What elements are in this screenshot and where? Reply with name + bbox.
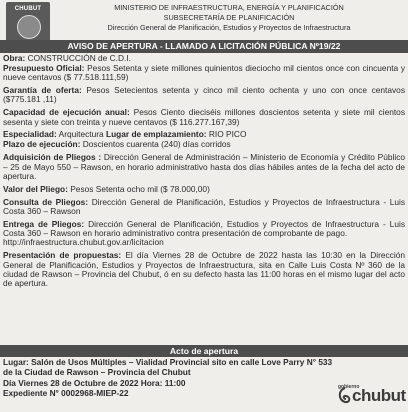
especialidad-label: Especialidad: [3,129,57,140]
plazo-value: Doscientos cuarenta (240) días corridos [80,139,231,150]
acto-heading: Acto de apertura [0,345,408,357]
valor-label: Valor del Pliego: [3,183,68,194]
chubut-logo [334,380,406,410]
licitacion-link[interactable]: http://infraestructura.chubut.gov.ar/licitacion [3,237,164,248]
adquisicion-field [3,153,405,181]
presentacion-label: Presentación de propuestas: [3,250,122,261]
presupuesto-value: Pesos Setenta y siete millones quinientos dieciocho mil cientos once con cincuenta y nueve centavos ($ 77.518.111,59) [3,62,405,83]
presentacion-value: El día Viernes 28 de Octubre de 2022 hasta las 10:30 en la Dirección General de Planificación, Estudios y Proyectos de Infraestructura, sita en Calle Luis Costa Nº 360 de la ciudad de Rawson – Provincia del Chubut, ó en su defecto hasta las 11:00 horas en el mismo lugar del acto de apertura. [3,250,405,289]
directorate-name: Dirección General de Planificación, Estudios y Proyectos de Infraestructura [107,23,351,32]
especialidad-value: Arquitectura [56,129,106,140]
obra-field [3,54,405,63]
valor-value: Pesos Setenta ocho mil ($ 78.000,00) [67,183,210,194]
plazo-label: Plazo de ejecución: [3,139,81,150]
obra-label: Obra: [3,53,26,63]
seal-emblem-icon [17,15,41,39]
consulta-field [3,198,405,217]
presupuesto-field [3,64,405,83]
acto-fecha: Día Viernes 28 de Octubre de 2022 Hora: 11:00 [3,378,186,389]
garantia-field [3,86,405,105]
subsecretariat-name: SUBSECRETARÍA DE PLANIFICACIÓN [163,13,295,22]
header-lines [54,3,404,33]
adquisicion-label: Adquisición de Pliegos : [3,152,102,163]
presentacion-field [3,251,405,288]
logo-brand: chubut [352,386,406,405]
logo-sub: gobierno [338,384,360,390]
adquisicion-value: Dirección General de Administración – Ministerio de Economía y Crédito Público – 25 de Mayo 550 – Rawson, en horario administrativo hasta dos días hábiles antes de la fecha del acto de apertura. [3,152,406,181]
notice-body [3,54,405,292]
notice-title: AVISO DE APERTURA - LLAMADO A LICITACIÓN PÚBLICA Nº19/22 [0,40,408,53]
capacidad-value: Pesos Ciento dieciséis millones doscientos setenta y siete mil cientos sesenta y siete con treinta y nueve centavos ($ 116.277.167,39) [3,107,405,127]
consulta-value: Dirección General de Planificación, Estudios y Proyectos de Infraestructura - Luis Costa 360 – Rawson [3,196,405,216]
entrega-label: Entrega de Pliegos: [3,218,85,229]
emplazamiento-label: Lugar de emplazamiento: [105,129,207,140]
emplazamiento-value: RIO PICO [206,129,247,140]
garantia-label: Garantía de oferta: [3,85,82,96]
ministry-name: MINISTERIO DE INFRAESTRUCTURA, ENERGÍA Y PLANIFICACIÓN [114,3,344,12]
plazo-field [3,140,405,149]
garantia-value: Pesos Setecientos setenta y cinco mil ciento ochenta y uno con once centavos ($775.181 ,11) [3,85,405,105]
obra-value: CONSTRUCCIÓN de C.D.I. [25,53,131,63]
valor-field [3,185,405,194]
consulta-label: Consulta de Pliegos: [3,196,89,207]
entrega-value: Dirección General de Planificación, Estudios y Proyectos de Infraestructura - Luis Costa 360 – Rawson en horario administrativo contra presentación de comprobante de pago. [3,218,405,239]
acto-lugar-line1: Lugar: Salón de Usos Múltiples – Vialidad Provincial sito en calle Love Parry N° 533 [3,357,333,367]
entrega-field [3,220,405,248]
especialidad-field [3,130,405,139]
acto-lugar-line2: de la Ciudad de Rawson – Provincia del Chubut [3,366,191,377]
province-seal [6,2,50,42]
presupuesto-label: Presupuesto Oficial: [3,62,85,73]
capacidad-label: Capacidad de ejecución anual: [3,107,130,118]
capacidad-field [3,108,405,127]
seal-text: CHUBUT [14,6,42,12]
expediente-number: Expediente N° 0002968-MIEP-22 [3,388,129,398]
header [0,0,408,44]
